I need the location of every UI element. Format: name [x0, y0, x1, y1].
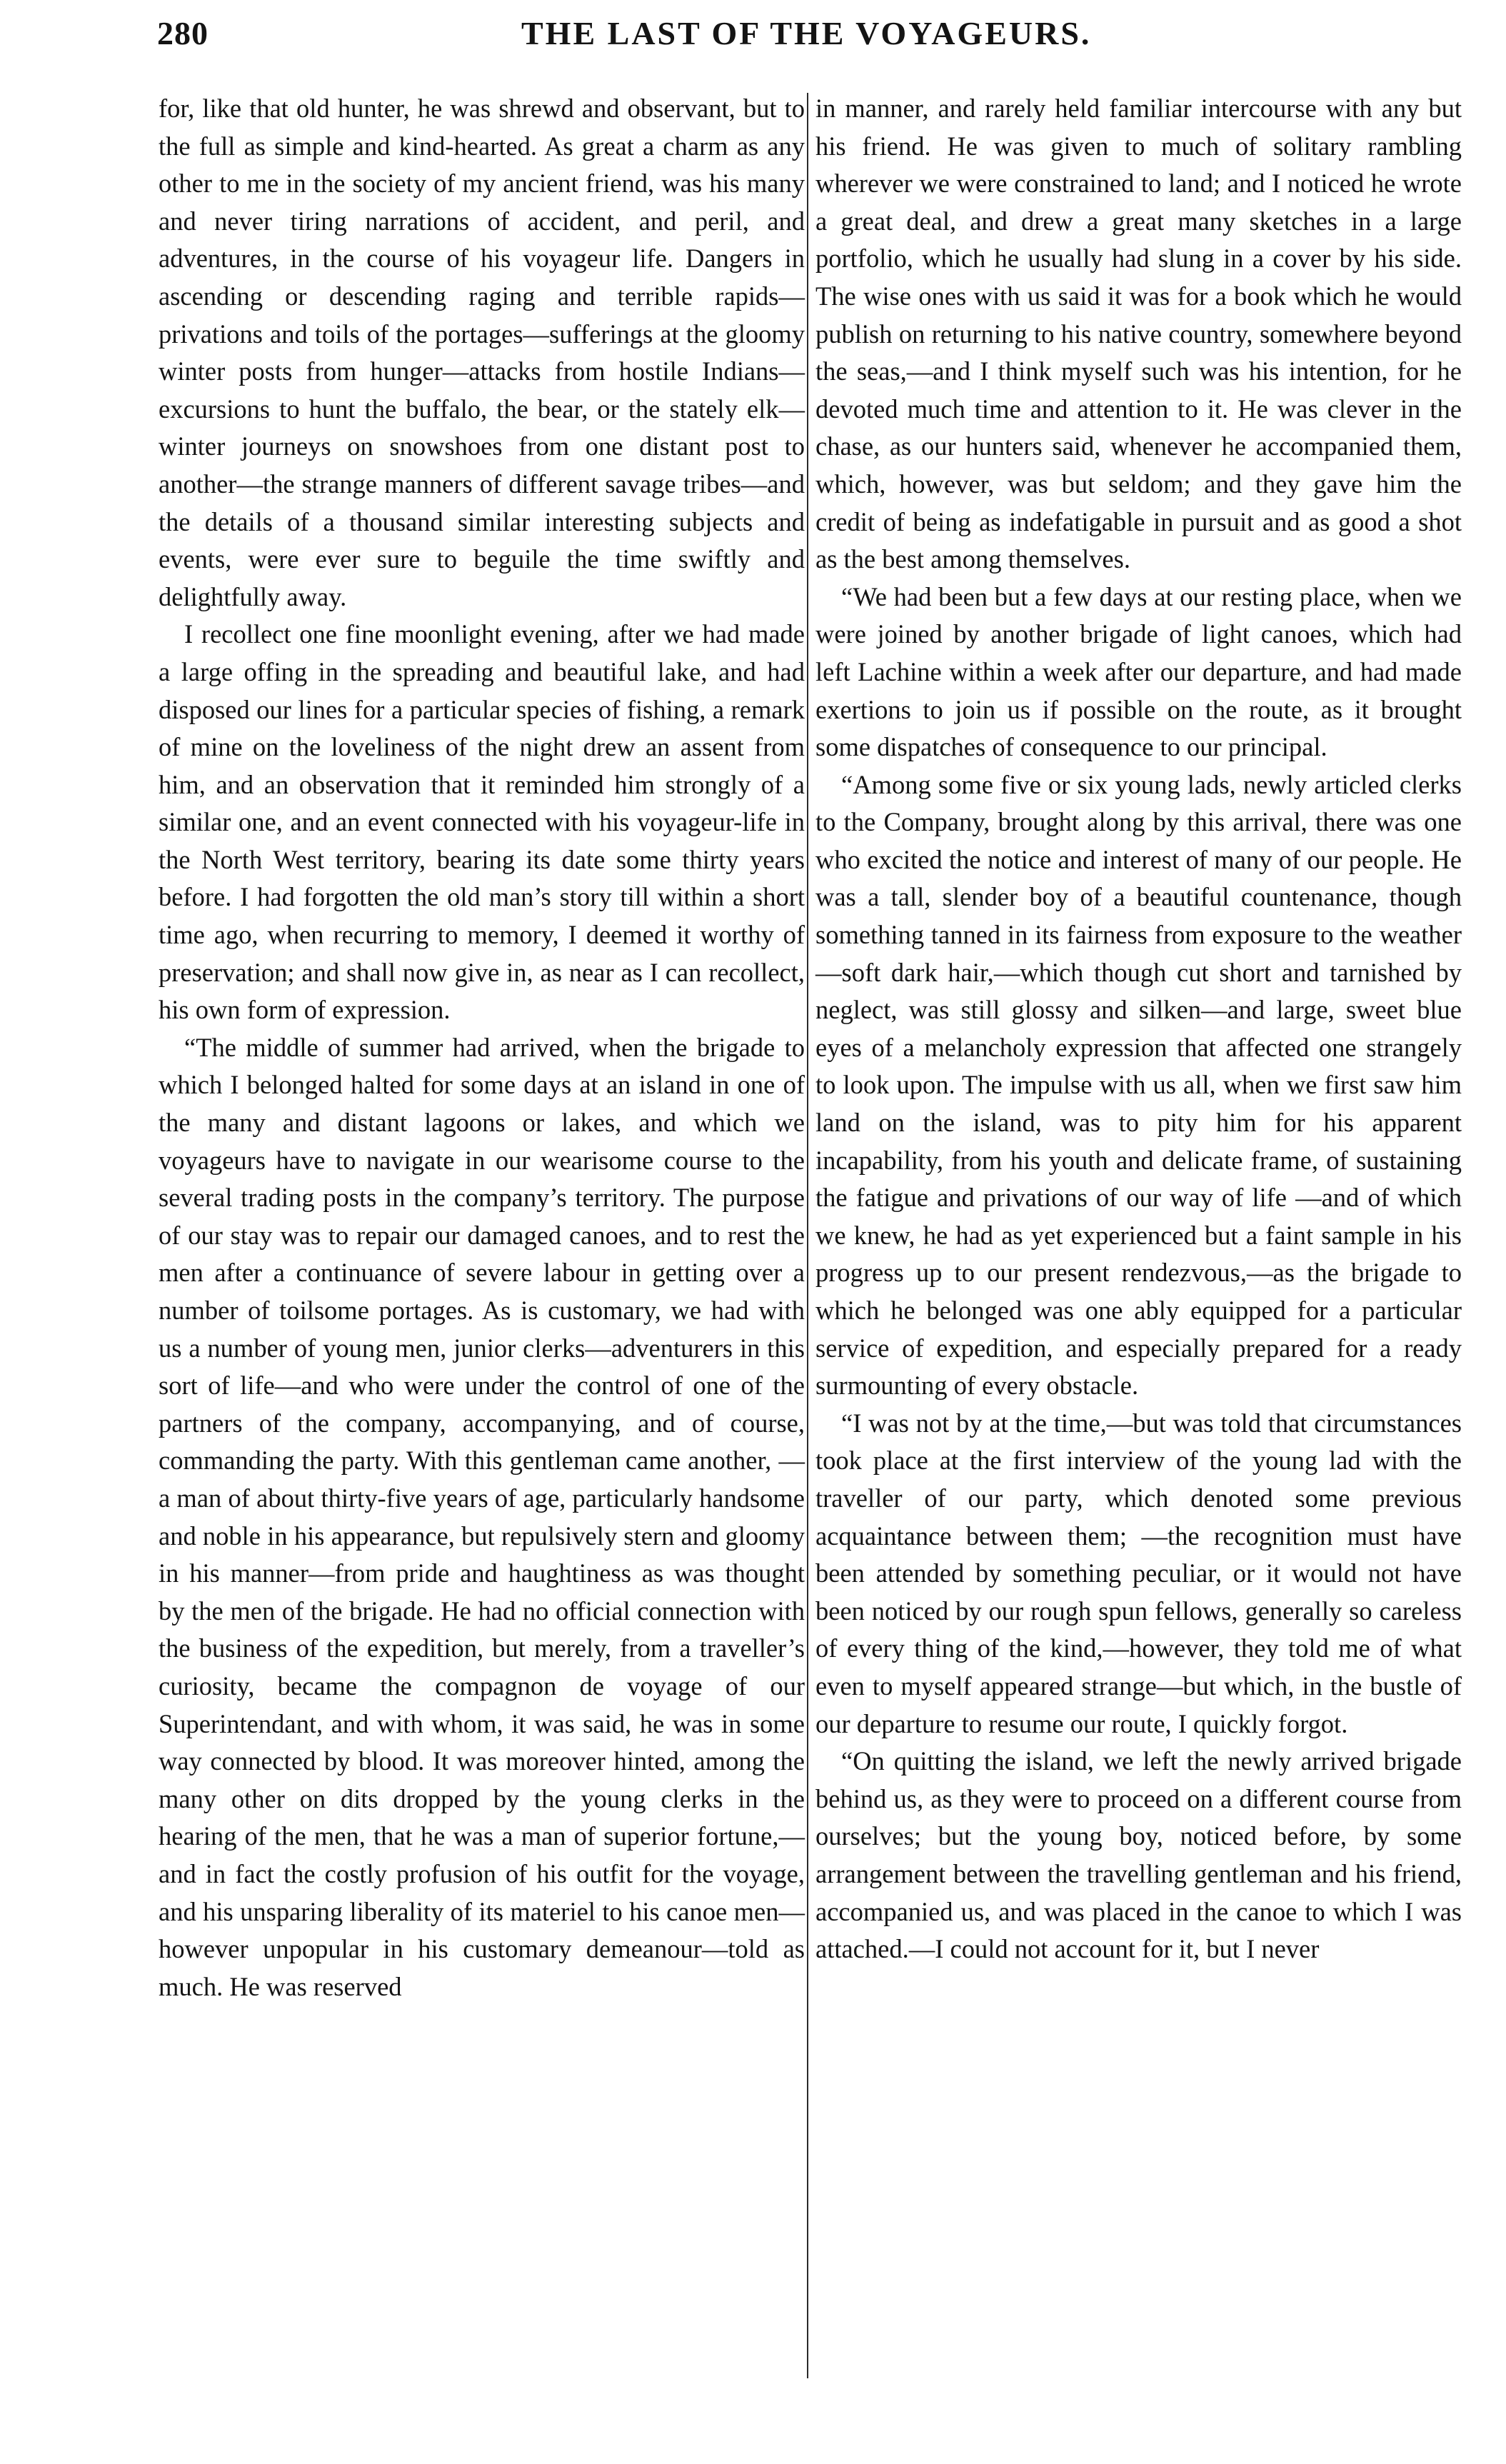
left-paragraph-1: for, like that old hunter, he was shrewd and observant, but to the full as simple and kind-hearted. As great a charm as any other to me in the society of my ancient friend, was his many and never tiring narrations of accident, and peril, and adventures, in the course of his voyageur life. Dangers in ascending or descending raging and terrible rapids—privations and toils of the portages—sufferings at the gloomy winter posts from hunger—attacks from hostile Indians—excursions to hunt the buffalo, the bear, or the stately elk—winter journeys on snowshoes from one distant post to another—the strange manners of different savage tribes—and the details of a thousand similar interesting subjects and events, were ever sure to beguile the time swiftly and delightfully away. — [159, 94, 805, 611]
right-paragraph-4: “I was not by at the time,—but was told that circumstances took place at the first interview of the young lad with the traveller of our party, which denoted some previous acquaintance between them; —the recognition must have been attended by something peculiar, or it would not have been noticed by our rough spun fellows, generally so careless of every thing of the kind,—however, they told me of what even to myself appeared strange—but which, in the bustle of our departure to resume our route, I quickly forgot. — [815, 1408, 1462, 1738]
column-divider — [807, 93, 808, 2378]
right-paragraph-3: “Among some five or six young lads, newly articled clerks to the Company, brought along by this arrival, there was one who excited the notice and interest of many of our people. He was a tall, slender boy of a beautiful countenance, though something tanned in its fairness from exposure to the weather —soft dark hair,—which though cut short and tarnished by neglect, was still glossy and silken—and large, sweet blue eyes of a melancholy expression that affected one strangely to look upon. The impulse with us all, when we first saw him land on the island, was to pity him for his apparent incapability, from his youth and delicate frame, of sustaining the fatigue and privations of our way of life —and of which we knew, he had as yet experienced but a faint sample in his progress up to our present rendezvous,—as the brigade to which he belonged was one ably equipped for a particular service of expedition, and especially prepared for a ready surmounting of every obstacle. — [815, 769, 1462, 1401]
left-column — [159, 90, 805, 2005]
right-paragraph-1: in manner, and rarely held familiar intercourse with any but his friend. He was given to much of solitary rambling wherever we were constrained to land; and I noticed he wrote a great deal, and drew a great many sketches in a large portfolio, which he usually had slung in a cover by his side. The wise ones with us said it was for a book which he would publish on returning to his native country, somewhere beyond the seas,—and I think myself such was his intention, for he devoted much time and attention to it. He was clever in the chase, as our hunters said, whenever he accompanied them, which, however, was but seldom; and they gave him the credit of being as indefatigable in pursuit and as good a shot as the best among themselves. — [815, 94, 1462, 574]
right-paragraph-2: “We had been but a few days at our resting place, when we were joined by another brigade of light canoes, which had left Lachine within a week after our departure, and had made exertions to join us if possible on the route, as it brought some dispatches of consequence to our principal. — [815, 581, 1462, 762]
left-paragraph-3: “The middle of summer had arrived, when the brigade to which I belonged halted for some days at an island in one of the many and distant lagoons or lakes, and which we voyageurs have to navigate in our wearisome course to the several trading posts in the company’s territory. The purpose of our stay was to repair our damaged canoes, and to rest the men after a continuance of severe labour in getting over a number of toilsome portages. As is customary, we had with us a number of young men, junior clerks—adventurers in this sort of life—and who were under the control of one of the partners of the company, accompanying, and of course, commanding the party. With this gentleman came another, —a man of about thirty-five years of age, particularly handsome and noble in his appearance, but repulsively stern and gloomy in his manner—from pride and haughtiness as was thought by the men of the brigade. He had no official connection with the business of the expedition, but merely, from a traveller’s curiosity, became the compagnon de voyage of our Superintendant, and with whom, it was said, he was in some way connected by blood. It was moreover hinted, among the many other on dits dropped by the young clerks in the hearing of the men, that he was a man of superior fortune,—and in fact the costly profusion of his outfit for the voyage, and his unsparing liberality of its materiel to his canoe men—however unpopular in his customary demeanour—told as much. He was reserved — [159, 1032, 805, 2001]
page-header — [157, 14, 1485, 64]
left-paragraph-2: I recollect one fine moonlight evening, after we had made a large offing in the spreading and beautiful lake, and had disposed our lines for a particular species of fishing, a remark of mine on the loveliness of the night drew an assent from him, and an observation that it reminded him strongly of a similar one, and an event connected with his voyageur-life in the North West territory, bearing its date some thirty years before. I had forgotten the old man’s story till within a short time ago, when recurring to memory, I deemed it worthy of preservation; and shall now give in, as near as I can recollect, his own form of expression. — [159, 619, 805, 1025]
right-column — [815, 90, 1462, 1968]
page-number: 280 — [157, 15, 209, 51]
running-title: THE LAST OF THE VOYAGEURS. — [521, 15, 1092, 51]
right-paragraph-5: “On quitting the island, we left the newly arrived brigade behind us, as they were to proceed on a different course from ourselves; but the young boy, noticed before, by some arrangement between the travelling gentleman and his friend, accompanied us, and was placed in the canoe to which I was attached.—I could not account for it, but I never — [815, 1746, 1462, 1964]
